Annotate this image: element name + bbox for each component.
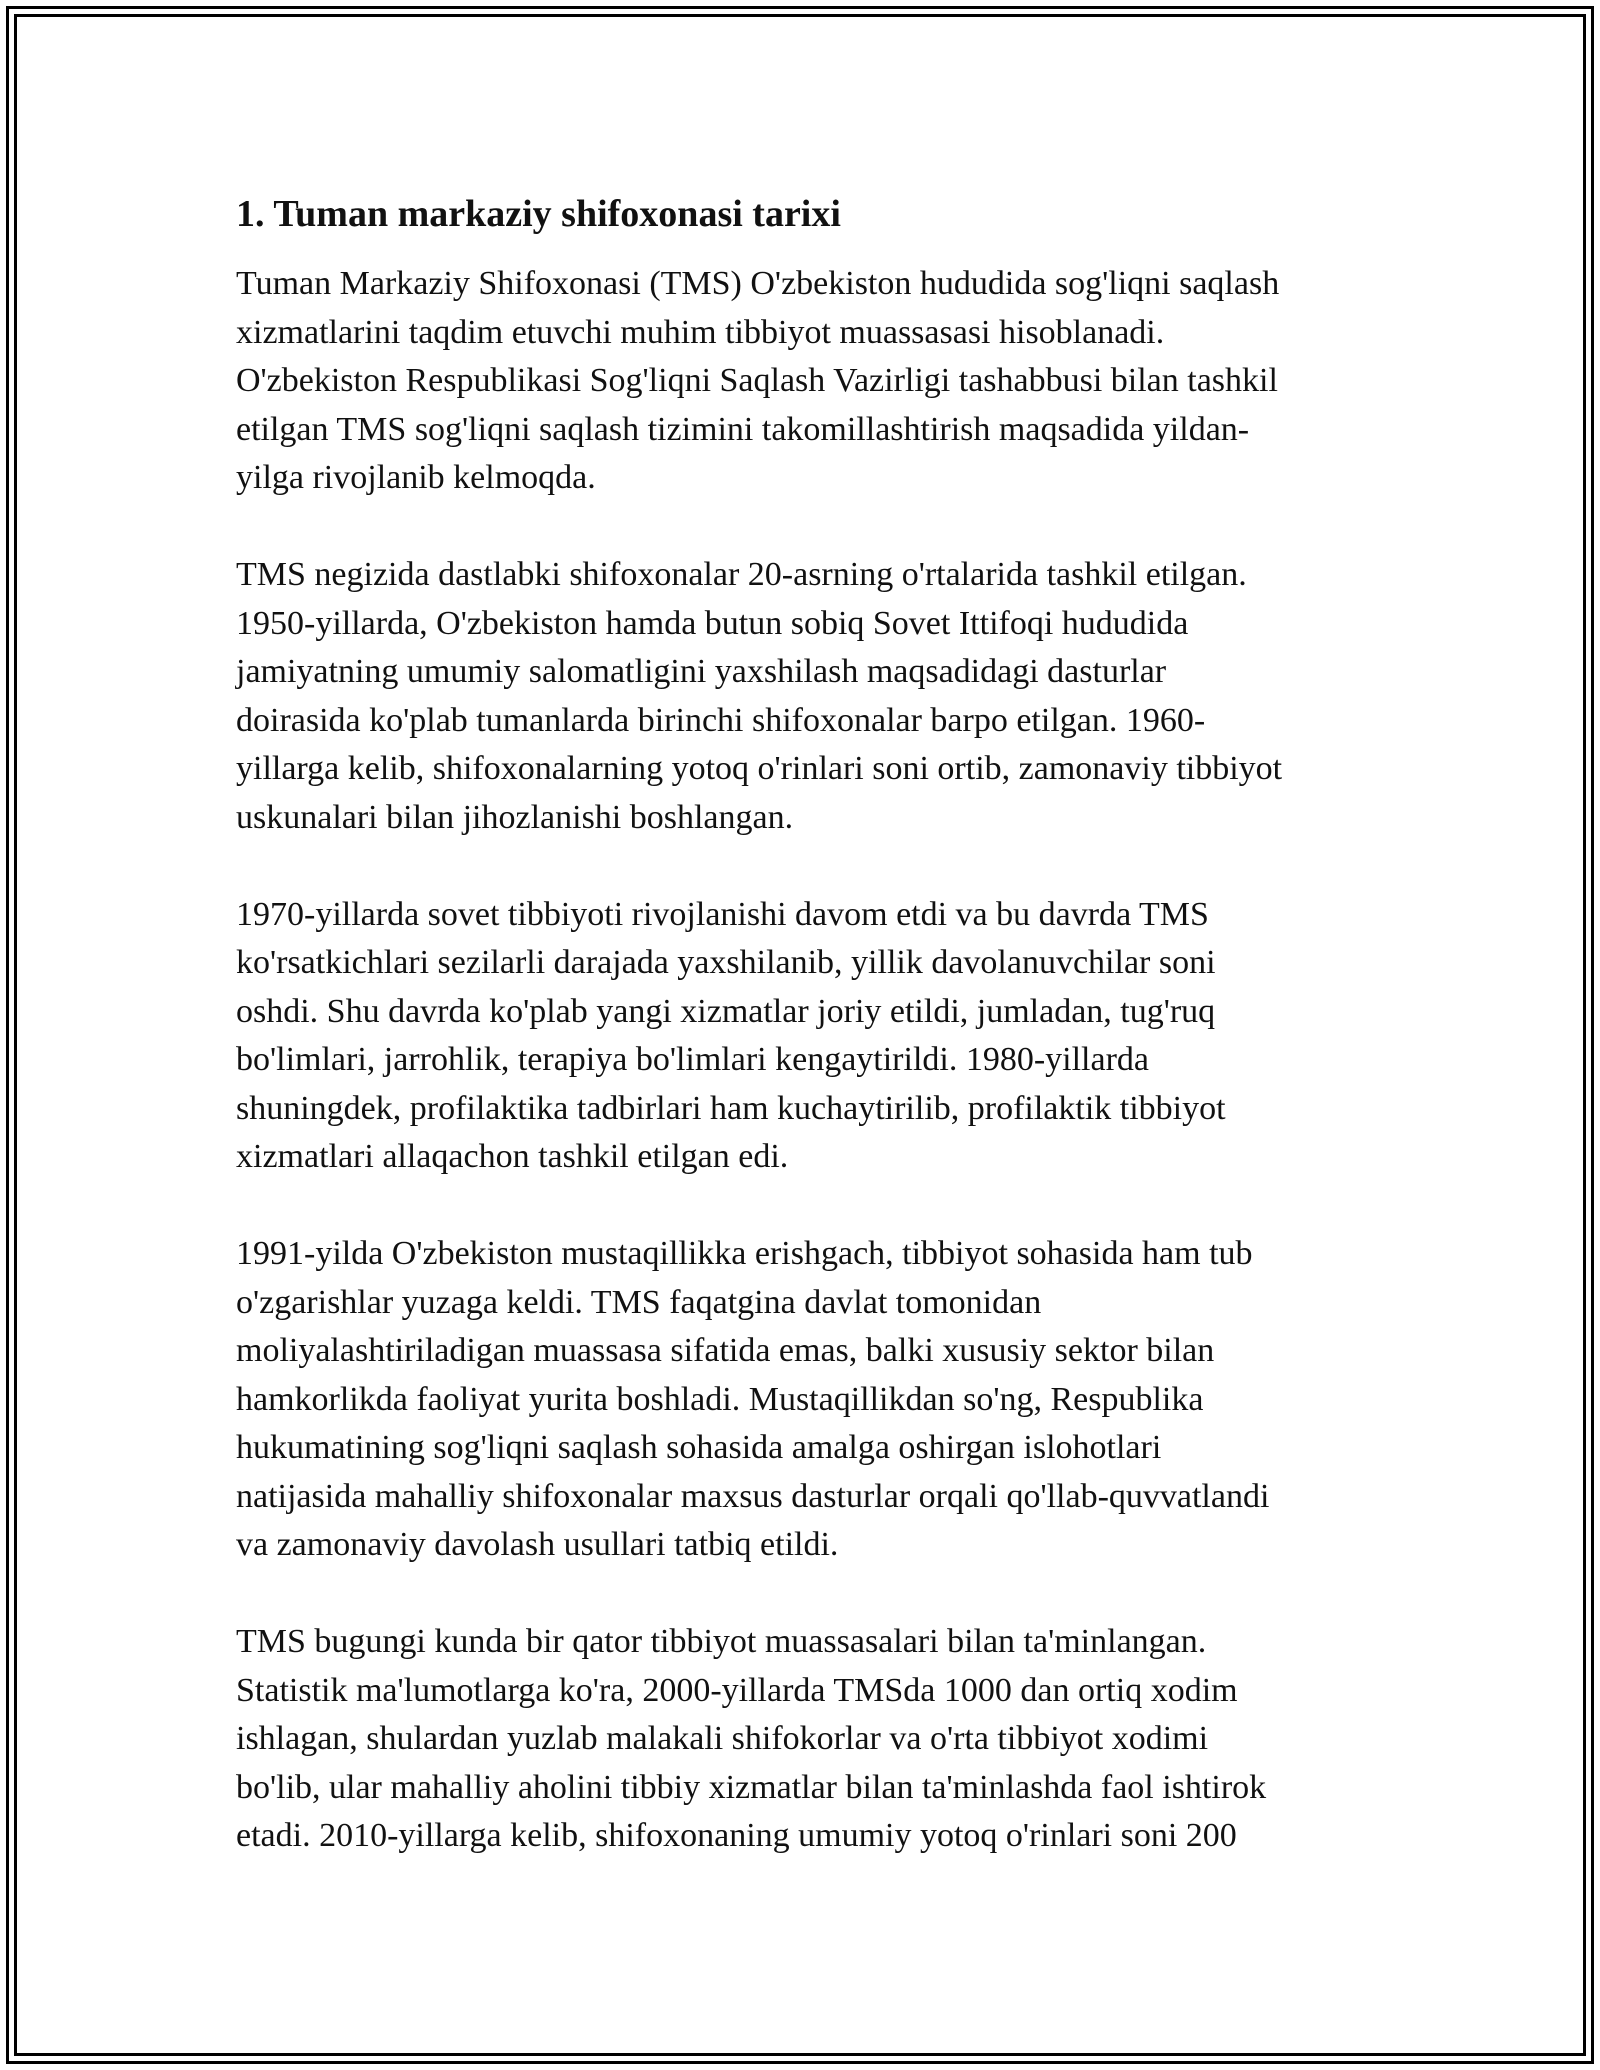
- paragraph-present-day: TMS bugungi kunda bir qator tibbiyot muassasalari bilan ta'minlangan. Statistik ma'lumotlarga ko'ra, 2000-yillarda TMSda 1000 dan ortiq xodim ishlagan, shulardan yuzlab malakali shifokorlar va o'rta tibbiyot xodimi bo'lib, ular mahalliy aholini tibbiy xizmatlar bilan ta'minlashda faol ishtirok etadi. 2010-yillarga kelib, shifoxonaning umumiy yotoq o'rinlari soni 200: [236, 1623, 1267, 1854]
- paragraph-early-history: TMS negizida dastlabki shifoxonalar 20-asrning o'rtalarida tashkil etilgan. 1950-yillarda, O'zbekiston hamda butun sobiq Sovet Ittifoqi hududida jamiyatning umumiy salomatligini yaxshilash maqsadidagi dasturlar doirasida ko'plab tumanlarda birinchi shifoxonalar barpo etilgan. 1960- yillarga kelib, shifoxonalarning yotoq o'rinlari soni ortib, zamonaviy tibbiyot uskunalari bilan jihozlanishi boshlangan.: [236, 556, 1283, 836]
- paragraph-independence: 1991-yilda O'zbekiston mustaqillikka erishgach, tibbiyot sohasida ham tub o'zgarishlar yuzaga keldi. TMS faqatgina davlat tomonidan moliyalashtiriladigan muassasa sifatida emas, balki xususiy sektor bilan hamkorlikda faoliyat yurita boshladi. Mustaqillikdan so'ng, Respublika hukumatining sog'liqni saqlash sohasida amalga oshirgan islohotlari natijasida mahalliy shifoxonalar maxsus dasturlar orqali qo'llab-quvvatlandi va zamonaviy davolash usullari tatbiq etildi.: [236, 1235, 1270, 1563]
- section-heading: 1. Tuman markaziy shifoxonasi tarixi: [236, 193, 841, 235]
- document-body: [236, 188, 1366, 1909]
- paragraph-soviet-period: 1970-yillarda sovet tibbiyoti rivojlanishi davom etdi va bu davrda TMS ko'rsatkichlari sezilarli darajada yaxshilanib, yillik davolanuvchilar soni oshdi. Shu davrda ko'plab yangi xizmatlar joriy etildi, jumladan, tug'ruq bo'limlari, jarrohlik, terapiya bo'limlari kengaytirildi. 1980-yillarda shuningdek, profilaktika tadbirlari ham kuchaytirilib, profilaktik tibbiyot xizmatlari allaqachon tashkil etilgan edi.: [236, 895, 1226, 1175]
- paragraph-intro: Tuman Markaziy Shifoxonasi (TMS) O'zbekiston hududida sog'liqni saqlash xizmatlarini taqdim etuvchi muhim tibbiyot muassasasi hisoblanadi. O'zbekiston Respublikasi Sog'liqni Saqlash Vazirligi tashabbusi bilan tashkil etilgan TMS sog'liqni saqlash tizimini takomillashtirish maqsadida yildan- yilga rivojlanib kelmoqda.: [236, 265, 1280, 496]
